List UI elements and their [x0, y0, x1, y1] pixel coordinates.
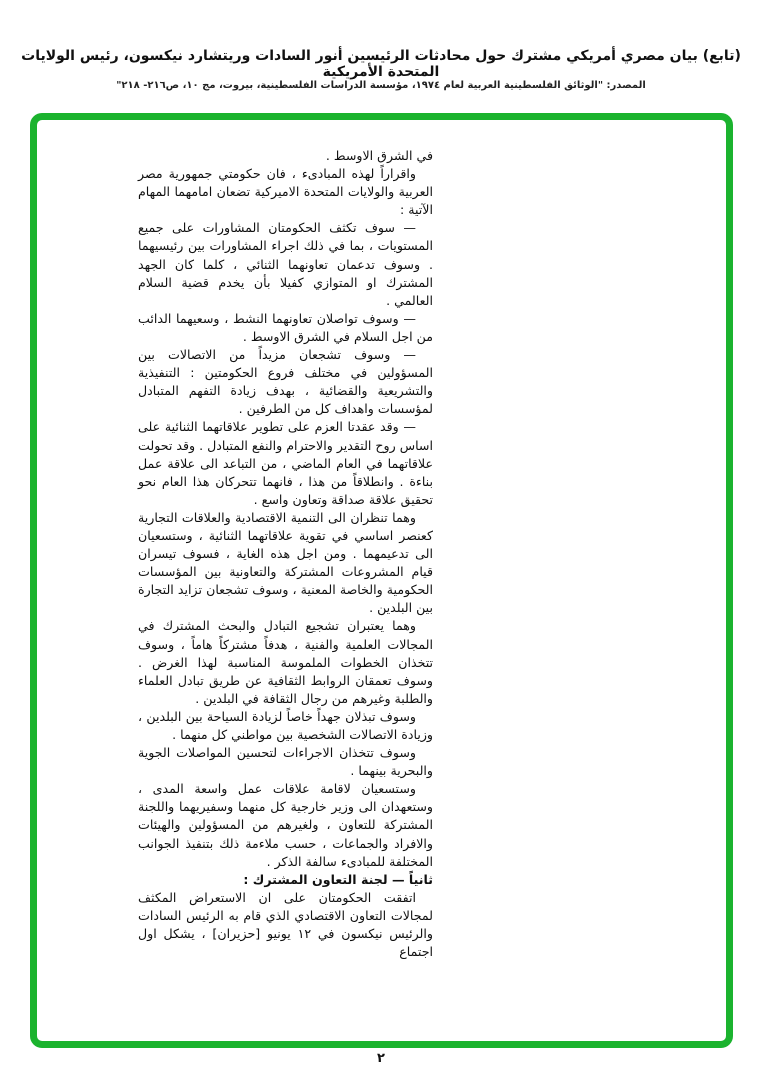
- document-source-citation: المصدر: "الوثائق الفلسطينية العربية لعام ١٩٧٤، مؤسسة الدراسات الفلسطينية، بيروت، مج ١٠، ص٢١٦- ٢١٨": [116, 80, 646, 91]
- body-paragraph: وهما تنظران الى التنمية الاقتصادية والعلاقات التجارية كعنصر اساسي في تقوية علاقاتهما الثنائية ، وستسعيان الى تدعيمهما . ومن اجل هذه الغاية ، فسوف تيسران قيام المشروعات المشتركة والتعاونية بين المؤسسات الحكومية والخاصة المعنية ، وسوف تشجعان تزايد التجارة بين البلدين .: [138, 509, 433, 616]
- body-paragraph: — سوف تكثف الحكومتان المشاورات على جميع المستويات ، بما في ذلك اجراء المشاورات بين رئيسيهما . وسوف تدعمان تعاونهما الثنائي ، كلما كان الجهد المشترك او المتوازي كفيلا بأن يخدم قضية السلام العالمي .: [138, 220, 433, 308]
- body-paragraph: في الشرق الاوسط .: [325, 148, 433, 163]
- body-paragraph: واقراراً لهذه المبادىء ، فان حكومتي جمهورية مصر العربية والولايات المتحدة الاميركية تضعان امامهما المهام الآتية :: [138, 166, 433, 218]
- body-paragraph: وسوف تتخذان الاجراءات لتحسين المواصلات الجوية والبحرية بينهما .: [138, 745, 433, 779]
- body-paragraph: — وسوف تواصلان تعاونهما النشط ، وسعيهما الدائب من اجل السلام في الشرق الاوسط .: [138, 310, 433, 344]
- green-highlight-frame: [30, 113, 733, 1048]
- body-paragraph: — وسوف تشجعان مزيداً من الاتصالات بين المسؤولين في مختلف فروع الحكومتين : التنفيذية والتشريعية والقضائية ، بهدف زيادة التفهم المتبادل لمؤسسات واهداف كل من الطرفين .: [138, 347, 433, 417]
- body-paragraph: ثانياً — لجنة التعاون المشترك :: [243, 871, 433, 887]
- body-paragraph: وهما يعتبران تشجيع التبادل والبحث المشترك في المجالات العلمية والفنية ، هدفاً مشتركاً هاماً ، وسوف تتخذان الخطوات الملموسة المناسبة لهذا الغرض . وسوف تعمقان الروابط الثقافية عن طريق تبادل العلماء والطلبة وغيرهم من رجال الثقافة في البلدين .: [138, 618, 433, 706]
- body-paragraph: وستسعيان لاقامة علاقات عمل واسعة المدى ، وستعهدان الى وزير خارجية كل منهما وسفيريهما واللجنة المشتركة للتعاون ، ولغيرهم من المسؤولين والهيئات والافراد والجماعات ، حسب ملاءمة ذلك بتنفيذ الجوانب المختلفة للمبادىء سالفة الذكر .: [138, 781, 433, 869]
- document-title: (تابع) بيان مصري أمريكي مشترك حول محادثات الرئيسين أنور السادات وريتشارد نيكسون، رئيس الولايات المتحدة الأمريكية: [21, 48, 741, 80]
- document-body-text: [138, 147, 433, 961]
- body-paragraph: — وقد عقدتا العزم على تطوير علاقاتهما الثنائية على اساس روح التقدير والاحترام والنفع المتبادل . وقد تحولت علاقاتهما في العام الماضي ، من التباعد الى علاقة عمل بناءة . وانطلاقاً من هذا ، فانهما تتحركان هذا العام نحو تحقيق علاقة صداقة وتعاون واسع .: [138, 419, 433, 507]
- body-paragraph: اتفقت الحكومتان على ان الاستعراض المكثف لمجالات التعاون الاقتصادي الذي قام به الرئيس السادات والرئيس نيكسون في ١٢ يونيو [حزيران] ، يشكل اول اجتماع: [138, 889, 433, 960]
- body-paragraph: وسوف تبذلان جهداً خاصاً لزيادة السياحة بين البلدين ، وزيادة الاتصالات الشخصية بين مواطني كل منهما .: [138, 708, 433, 742]
- page-number: ٢: [377, 1051, 385, 1066]
